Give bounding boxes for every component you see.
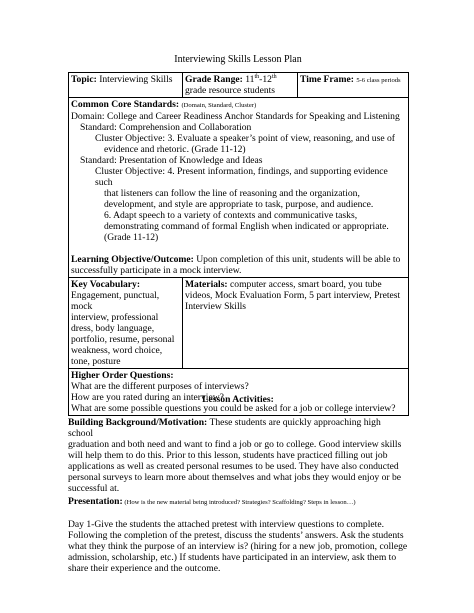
questions-row — [69, 369, 409, 416]
background-section — [68, 417, 408, 494]
background-line-3: will help them to do this. Prior to this lesson, students have practiced filling out job — [68, 450, 388, 461]
objective-text-line-2: successfully participate in a mock interview. — [71, 265, 242, 276]
question-item: How are you rated during an interview? — [71, 392, 224, 403]
cluster-2-line-3: development, and style are appropriate to task, purpose, and audience. — [104, 199, 374, 210]
day-1-line-4: admission, scholarship, etc.) If students have participated in an interview, ask them to — [68, 552, 397, 563]
standards-row — [69, 98, 409, 278]
objective-label: Learning Objective/Outcome: — [71, 254, 194, 265]
grade-dash: -12 — [259, 74, 272, 85]
day-1-line-5: share their experience and the outcome. — [68, 563, 221, 574]
header-row — [69, 73, 409, 98]
vocab-materials-row — [69, 278, 409, 369]
day-1-line-3: what they think the purpose of an interview is? (hiring for a new job, promotion, college — [68, 541, 408, 552]
vocab-line: portfolio, resume, personal — [71, 334, 175, 345]
vocab-line: weakness, word choice, — [71, 345, 163, 356]
background-line-6: successful at. — [68, 483, 120, 494]
question-item: What are the different purposes of interviews? — [71, 381, 249, 392]
materials-text-line-3: Interview Skills — [185, 301, 247, 312]
vocab-label: Key Vocabulary: — [71, 279, 141, 290]
presentation-section — [68, 496, 408, 508]
grade-value-a: 11 — [245, 74, 255, 85]
vocab-line: dress, body language, — [71, 323, 155, 334]
materials-cell — [183, 278, 409, 369]
activities-heading: Lesson Activities: — [202, 394, 274, 405]
background-label: Building Background/Motivation: — [68, 417, 208, 428]
questions-cell — [69, 369, 409, 416]
day-1-line-2: Following the completion of the pretest, discuss the students’ answers. Ask the students — [68, 530, 404, 541]
cluster-1-line-2: evidence and rhetoric. (Grade 11-12) — [104, 144, 246, 155]
lesson-plan-table — [68, 72, 409, 416]
background-line-2: graduation and both need and want to find a job or go to college. Good interview skills — [68, 439, 402, 450]
grade-sup-a: th — [254, 73, 260, 80]
questions-label: Higher Order Questions: — [71, 370, 174, 381]
vocab-cell — [69, 278, 183, 369]
cluster-2-line-6: (Grade 11-12) — [104, 232, 159, 243]
time-value: 5-6 class periods — [356, 77, 401, 84]
time-cell — [298, 73, 409, 98]
grade-line2: grade resource students — [185, 85, 276, 96]
vocab-line: interview, professional — [71, 312, 159, 323]
day-1-section — [68, 519, 408, 574]
grade-label: Grade Range: — [185, 74, 243, 85]
time-label: Time Frame: — [300, 74, 354, 85]
standard-2: Standard: Presentation of Knowledge and Ideas — [80, 155, 263, 166]
vocab-line: tone, posture — [71, 356, 121, 367]
background-line-4: applications as well as created personal resumes to be used. They have also conducted — [68, 461, 399, 472]
standards-domain: Domain: College and Career Readiness Anchor Standards for Speaking and Listening — [71, 111, 400, 122]
standards-label: Common Core Standards: — [71, 99, 180, 110]
topic-label: Topic: — [71, 74, 97, 85]
question-item: What are some possible questions you could be asked for a job or college interview? — [71, 403, 396, 414]
background-line-5: personal surveys to learn more about themselves and what jobs they would enjoy or be — [68, 472, 402, 483]
standard-1: Standard: Comprehension and Collaboration — [80, 122, 252, 133]
topic-value: Interviewing Skills — [99, 74, 173, 85]
day-1-line-1: Day 1-Give the students the attached pretest with interview questions to complete. — [68, 519, 384, 530]
presentation-note: (How is the new material being introduced? Strategies? Scaffolding? Steps in lesson…) — [122, 499, 356, 506]
cluster-2-line-4: 6. Adapt speech to a variety of contexts and communicative tasks, — [104, 210, 358, 221]
cluster-2-line-2: that listeners can follow the line of reasoning and the organization, — [104, 188, 360, 199]
cluster-2-line-5: demonstrating command of formal English when indicated or appropriate. — [104, 221, 389, 232]
cluster-1-line-1: Cluster Objective: 3. Evaluate a speaker’s point of view, reasoning, and use of — [95, 133, 395, 144]
materials-text-line-1: computer access, smart board, you tube — [227, 279, 382, 290]
materials-label: Materials: — [185, 279, 228, 290]
materials-text-line-2: videos, Mock Evaluation Form, 5 part interview, Pretest — [185, 290, 401, 301]
cluster-2-line-1: Cluster Objective: 4. Present information, findings, and supporting evidence such — [95, 166, 388, 188]
background-line-1: These students are quickly approaching high school — [68, 417, 381, 439]
grade-sup-b: th — [271, 73, 277, 80]
vocab-line: Engagement, punctual, mock — [71, 290, 160, 312]
presentation-label: Presentation: — [68, 496, 123, 507]
document-title: Interviewing Skills Lesson Plan — [174, 54, 302, 65]
grade-cell — [183, 73, 298, 98]
standards-cell — [69, 98, 409, 278]
standards-label-note: (Domain, Standard, Cluster) — [181, 102, 257, 109]
topic-cell — [69, 73, 183, 98]
objective-text-line-1: Upon completion of this unit, students will be able to — [193, 254, 401, 265]
